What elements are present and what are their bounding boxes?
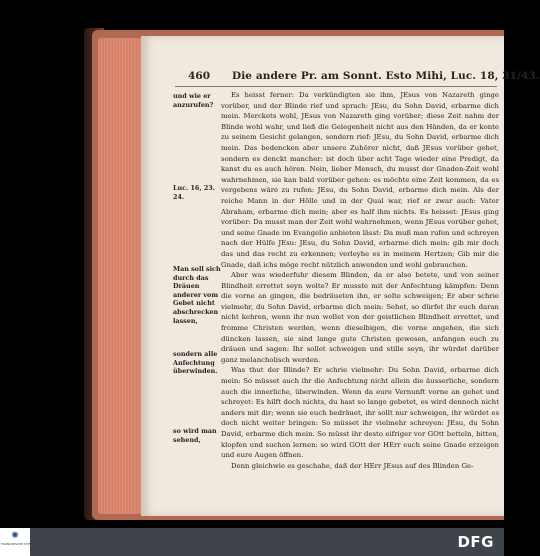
paragraph: Es heisst ferner: Da verkündigten sie ihm, JEsus von Nazareth ginge vorüber, und der Blinde rief und sprach: JEsu, du Sohn David, erbarme dich mein. Merckets wohl, JEsus von Nazareth ging vorüber; diese Zeit nahm der Blinde wohl wahr, und ließ die Gelegenheit nicht aus den Händen, da er konte zu seinem Gesicht gelangen, sondern rief: JEsu, du Sohn David, erbarme dich mein. Das bedencken aber unsere Zuhörer nicht, daß JEsus vorüber gehet, sondern es denckt mancher: ist doch über acht Tage wieder eine Predigt, da kanst du es auch hören. Nein, lieber Mensch, du musst der Gnaden-Zeit wohl wahrnehmen, sie kan bald vorüber gehen: es möchte eine Zeit kommen, da es vergebens wäre zu rufen: JEsu, du Sohn David, erbarme dich mein. Als der reiche Mann in der Hölle und in der Qual war, rief er zwar auch: Vater Abraham, erbarme dich mein; aber es half ihm nichts. Es heisset: JEsus ging vorüber: Da musst man der Zeit wohl wahrnehmen, wenn JEsus vorüber gehet, und seine Gnade im Evangelio anbieten lässt: Da muß man rufen und schreyen nach der Hülfe JEsu: JEsu, du Sohn David, erbarme dich mein: gib mir doch das und das recht zu erkennen; verleyhe es in meinem Hertzen; Gib mir die Gnade, daß ichs möge recht nützlich anwenden und wohl gebrauchen. [221,91,499,269]
running-head: Die andere Pr. am Sonnt. Esto Mihi, Luc. 18, 31/43. [232,70,540,82]
header-rule [175,86,497,87]
paragraph: Denn gleichwie es geschahe, daß der HErr JEsus auf des Blinden Ge- [231,461,474,470]
paragraph: Was thut der Blinde? Er schrie vielmehr: Du Sohn David, erbarme dich mein: So müsset auch ihr die Anfechtung nicht allein die äusserliche, sondern auch die innerliche, überwinden. Wenn da eure Vernunft vorne an gehet und schreyet: Es hilft doch nichts, du hast so lange gebetet, es wird dennoch nicht anders mit dir; wenn sie euch bedräuet, ihr sollt nur schweigen, ihr würdet es doch nicht weiter bringen: So müsset ihr vielmehr schreyen: JEsu, du Sohn David, erbarme dich mein. So müsst ihr desto eifriger vor GOtt betteln, bitten, klopfen und suchen lernen: so wird GOtt der HErr euch seine Gnade erzeigen und eure Augen öffnen. [221,366,499,460]
page-edges [98,38,144,514]
body-text [221,90,499,471]
paragraph: Aber was wiederfuhr diesem Blinden, da er also betete, und von seiner Blindheit errettet seyn wolte? Er musste mit der Anfechtung kämpfen: Denn die vorne an gingen, die bedräueten ihn, er solte schweigen; Er aber schrie vielmehr, du Sohn David, erbarme dich mein: Sehet, so dürfet ihr euch daran nicht kehren, wenn ihr nun wollet von der geistlichen Blindheit errettet, und fromme Christen werden, wenn dieselbigen, die vorne angehen, die sich düncken lassen, sie sind lange gute Christen gewesen, anfangen euch zu dräuen und sagen: Ihr sollet schweigen und stille seyn, ihr würdet darüber ganz melancholisch werden. [221,271,499,364]
sun-emblem-icon: ✺ [11,531,19,541]
margin-note: so wird man sehend, [173,427,217,444]
page-header [150,68,540,86]
margin-note: sondern alle Anfechtung überwinden. [173,350,218,376]
footer-bar [0,528,504,556]
dfg-logo: DFG [457,533,494,551]
margin-note: und wie er anzurufen? [173,92,214,109]
margin-note: Man soll sich durch das Dräuen anderer vom Gebet nicht abschrecken lassen, [173,265,221,325]
page-number: 460 [188,70,211,82]
margin-note: Luc. 16, 23. 24. [173,184,215,201]
logo-text: FRANCKESCHE STIFTUNGEN [1,542,44,546]
franckesche-stiftungen-logo [1,530,44,554]
